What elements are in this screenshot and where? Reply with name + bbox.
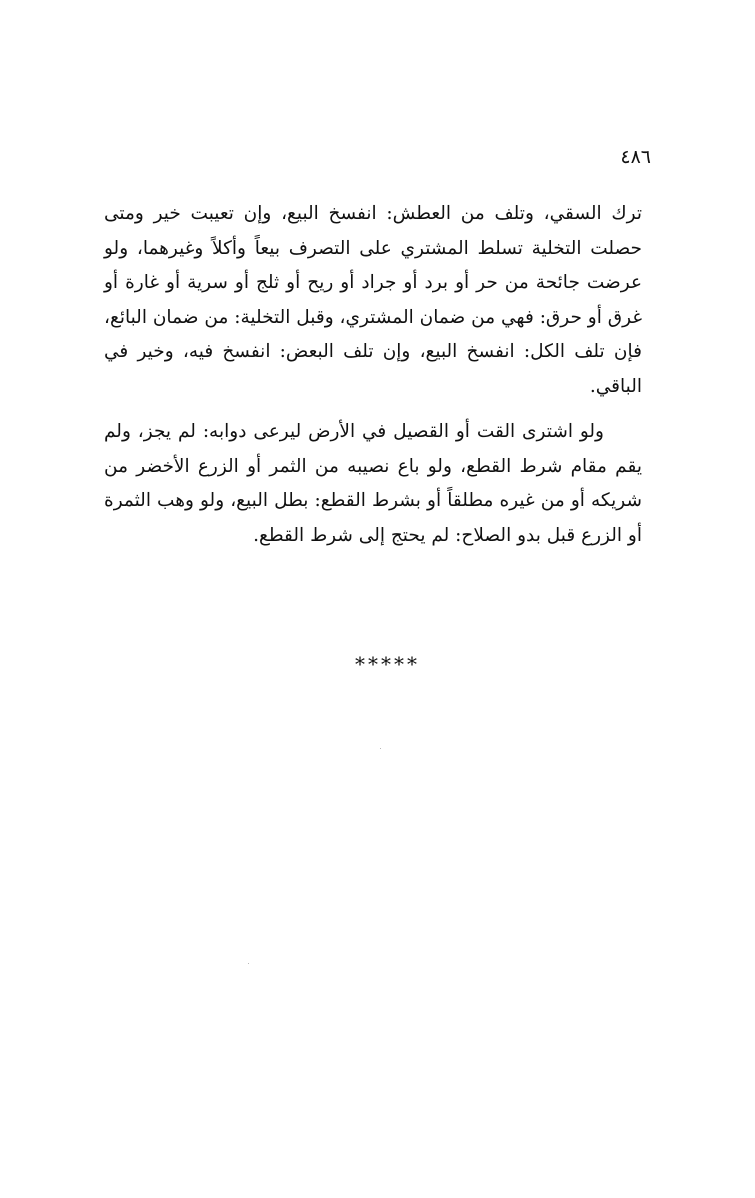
section-separator: ***** [355,652,420,676]
body-text [104,197,642,553]
scan-speck [248,963,249,964]
page-number: ٤٨٦ [620,146,651,168]
paragraph: ترك السقي، وتلف من العطش: انفسخ البيع، وإن تعيبت خير ومتى حصلت التخلية تسلط المشتري على التصرف بيعاً وأكلاً وغيرهما، ولو عرضت جائحة من حر أو برد أو جراد أو ريح أو ثلج أو سرية أو غارة أو غرق أو حرق: فهي من ضمان المشتري، وقبل التخلية: من ضمان البائع، فإن تلف الكل: انفسخ البيع، وإن تلف البعض: انفسخ فيه، وخير في الباقي. [104,203,642,397]
scan-speck [380,748,381,749]
paragraph: ولو اشترى القت أو القصيل في الأرض ليرعى دوابه: لم يجز، ولم يقم مقام شرط القطع، ولو باع نصيبه من الثمر أو الزرع الأخضر من شريكه أو من غيره مطلقاً أو بشرط القطع: بطل البيع، ولو وهب الثمرة أو الزرع قبل بدو الصلاح: لم يحتج إلى شرط القطع. [104,421,642,546]
